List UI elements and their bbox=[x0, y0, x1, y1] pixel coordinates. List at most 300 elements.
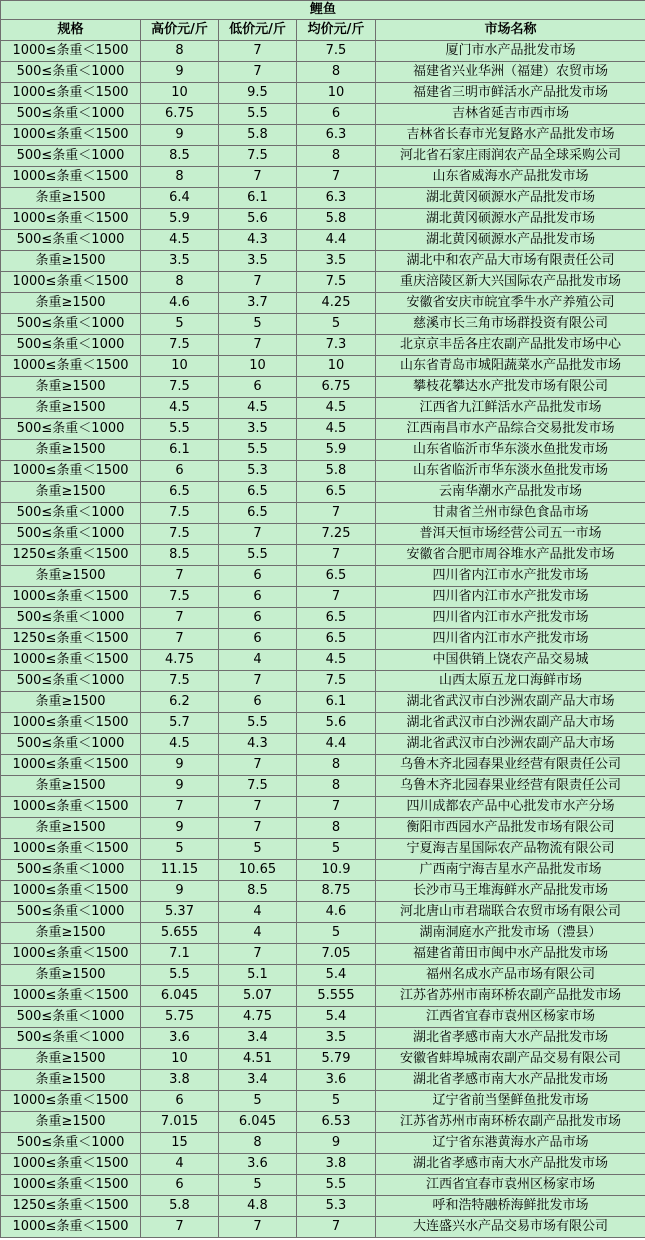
cell-spec: 500≤条重＜1000 bbox=[1, 503, 141, 524]
table-row bbox=[1, 692, 645, 713]
cell-spec: 条重≥1500 bbox=[1, 566, 141, 587]
cell-low-price: 5.6 bbox=[219, 209, 297, 230]
cell-high-price: 11.15 bbox=[141, 860, 219, 881]
table-row bbox=[1, 146, 645, 167]
cell-high-price: 5.7 bbox=[141, 713, 219, 734]
cell-low-price: 5 bbox=[219, 1175, 297, 1196]
table-row bbox=[1, 944, 645, 965]
cell-high-price: 6 bbox=[141, 461, 219, 482]
cell-spec: 500≤条重＜1000 bbox=[1, 230, 141, 251]
table-row bbox=[1, 839, 645, 860]
table-row bbox=[1, 314, 645, 335]
cell-avg-price: 6.5 bbox=[297, 482, 376, 503]
table-row bbox=[1, 608, 645, 629]
cell-high-price: 6.045 bbox=[141, 986, 219, 1007]
cell-market-name: 河北唐山市君瑞联合农贸市场有限公司 bbox=[376, 902, 645, 923]
cell-market-name: 湖北省武汉市白沙洲农副产品大市场 bbox=[376, 713, 645, 734]
cell-high-price: 5 bbox=[141, 314, 219, 335]
table-row bbox=[1, 482, 645, 503]
cell-avg-price: 6 bbox=[297, 104, 376, 125]
cell-high-price: 6.1 bbox=[141, 440, 219, 461]
cell-low-price: 5.07 bbox=[219, 986, 297, 1007]
table-title: 鲤鱼 bbox=[1, 1, 645, 20]
cell-low-price: 7 bbox=[219, 755, 297, 776]
table-row bbox=[1, 545, 645, 566]
header-spec: 规格 bbox=[1, 20, 141, 41]
cell-spec: 1250≤条重＜1500 bbox=[1, 1196, 141, 1217]
cell-avg-price: 7 bbox=[297, 167, 376, 188]
cell-low-price: 7 bbox=[219, 41, 297, 62]
cell-high-price: 9 bbox=[141, 818, 219, 839]
cell-spec: 1000≤条重＜1500 bbox=[1, 839, 141, 860]
cell-high-price: 4.5 bbox=[141, 230, 219, 251]
cell-market-name: 江苏省苏州市南环桥农副产品批发市场 bbox=[376, 1112, 645, 1133]
cell-market-name: 湖北黄冈硕源水产品批发市场 bbox=[376, 209, 645, 230]
cell-market-name: 中国供销上饶农产品交易城 bbox=[376, 650, 645, 671]
cell-high-price: 6.75 bbox=[141, 104, 219, 125]
cell-avg-price: 7.25 bbox=[297, 524, 376, 545]
cell-low-price: 5.1 bbox=[219, 965, 297, 986]
cell-avg-price: 3.5 bbox=[297, 251, 376, 272]
cell-spec: 1000≤条重＜1500 bbox=[1, 1217, 141, 1238]
cell-spec: 条重≥1500 bbox=[1, 482, 141, 503]
cell-high-price: 6 bbox=[141, 1091, 219, 1112]
cell-spec: 1000≤条重＜1500 bbox=[1, 881, 141, 902]
cell-spec: 1000≤条重＜1500 bbox=[1, 587, 141, 608]
cell-avg-price: 5.9 bbox=[297, 440, 376, 461]
table-row bbox=[1, 1070, 645, 1091]
cell-market-name: 四川成都农产品中心批发市水产分场 bbox=[376, 797, 645, 818]
cell-low-price: 3.6 bbox=[219, 1154, 297, 1175]
table-row bbox=[1, 335, 645, 356]
table-row bbox=[1, 671, 645, 692]
cell-avg-price: 7 bbox=[297, 503, 376, 524]
cell-high-price: 4.5 bbox=[141, 398, 219, 419]
table-row bbox=[1, 251, 645, 272]
cell-avg-price: 5.5 bbox=[297, 1175, 376, 1196]
cell-avg-price: 6.1 bbox=[297, 692, 376, 713]
table-row bbox=[1, 923, 645, 944]
cell-spec: 1000≤条重＜1500 bbox=[1, 167, 141, 188]
cell-high-price: 7.5 bbox=[141, 587, 219, 608]
cell-market-name: 甘肃省兰州市绿色食品市场 bbox=[376, 503, 645, 524]
cell-low-price: 4 bbox=[219, 923, 297, 944]
cell-market-name: 江西省宜春市袁州区杨家市场 bbox=[376, 1007, 645, 1028]
cell-low-price: 5.3 bbox=[219, 461, 297, 482]
cell-high-price: 9 bbox=[141, 776, 219, 797]
table-row bbox=[1, 1133, 645, 1154]
cell-market-name: 湖北黄冈硕源水产品批发市场 bbox=[376, 230, 645, 251]
cell-high-price: 4.5 bbox=[141, 734, 219, 755]
table-row bbox=[1, 1007, 645, 1028]
cell-market-name: 云南华潮水产品批发市场 bbox=[376, 482, 645, 503]
cell-high-price: 7 bbox=[141, 566, 219, 587]
cell-spec: 500≤条重＜1000 bbox=[1, 146, 141, 167]
cell-spec: 1000≤条重＜1500 bbox=[1, 461, 141, 482]
cell-avg-price: 7.5 bbox=[297, 41, 376, 62]
cell-high-price: 7.5 bbox=[141, 671, 219, 692]
cell-market-name: 湖北省孝感市南大水产品批发市场 bbox=[376, 1154, 645, 1175]
cell-high-price: 9 bbox=[141, 125, 219, 146]
cell-spec: 条重≥1500 bbox=[1, 692, 141, 713]
cell-high-price: 8 bbox=[141, 41, 219, 62]
cell-low-price: 4.8 bbox=[219, 1196, 297, 1217]
cell-spec: 1000≤条重＜1500 bbox=[1, 1091, 141, 1112]
cell-market-name: 辽宁省前当堡鲜鱼批发市场 bbox=[376, 1091, 645, 1112]
cell-high-price: 6.4 bbox=[141, 188, 219, 209]
cell-avg-price: 5 bbox=[297, 839, 376, 860]
cell-high-price: 5.37 bbox=[141, 902, 219, 923]
cell-market-name: 乌鲁木齐北园春果业经营有限责任公司 bbox=[376, 776, 645, 797]
cell-spec: 条重≥1500 bbox=[1, 377, 141, 398]
cell-spec: 1000≤条重＜1500 bbox=[1, 272, 141, 293]
cell-high-price: 6.5 bbox=[141, 482, 219, 503]
table-row bbox=[1, 797, 645, 818]
cell-high-price: 10 bbox=[141, 83, 219, 104]
table-row bbox=[1, 293, 645, 314]
cell-market-name: 四川省内江市水产批发市场 bbox=[376, 629, 645, 650]
table-row bbox=[1, 209, 645, 230]
cell-market-name: 山东省临沂市华东淡水鱼批发市场 bbox=[376, 461, 645, 482]
cell-high-price: 4.6 bbox=[141, 293, 219, 314]
cell-low-price: 6.5 bbox=[219, 482, 297, 503]
cell-avg-price: 7 bbox=[297, 587, 376, 608]
cell-high-price: 7 bbox=[141, 1217, 219, 1238]
table-row bbox=[1, 104, 645, 125]
cell-high-price: 8.5 bbox=[141, 146, 219, 167]
table-row bbox=[1, 167, 645, 188]
cell-spec: 1000≤条重＜1500 bbox=[1, 986, 141, 1007]
cell-avg-price: 7 bbox=[297, 797, 376, 818]
cell-market-name: 福建省三明市鲜活水产品批发市场 bbox=[376, 83, 645, 104]
cell-spec: 条重≥1500 bbox=[1, 251, 141, 272]
cell-market-name: 长沙市马王堆海鲜水产品批发市场 bbox=[376, 881, 645, 902]
cell-spec: 500≤条重＜1000 bbox=[1, 314, 141, 335]
cell-low-price: 6.5 bbox=[219, 503, 297, 524]
cell-market-name: 四川省内江市水产批发市场 bbox=[376, 566, 645, 587]
cell-high-price: 7.5 bbox=[141, 377, 219, 398]
cell-low-price: 7 bbox=[219, 62, 297, 83]
cell-market-name: 湖南洞庭水产批发市场（澧县） bbox=[376, 923, 645, 944]
table-row bbox=[1, 41, 645, 62]
cell-low-price: 7 bbox=[219, 524, 297, 545]
cell-avg-price: 7 bbox=[297, 545, 376, 566]
table-row bbox=[1, 62, 645, 83]
cell-avg-price: 5 bbox=[297, 923, 376, 944]
cell-spec: 500≤条重＜1000 bbox=[1, 335, 141, 356]
cell-avg-price: 7.05 bbox=[297, 944, 376, 965]
cell-avg-price: 5.555 bbox=[297, 986, 376, 1007]
cell-market-name: 北京京丰岳各庄农副产品批发市场中心 bbox=[376, 335, 645, 356]
cell-high-price: 10 bbox=[141, 1049, 219, 1070]
cell-avg-price: 4.5 bbox=[297, 650, 376, 671]
cell-avg-price: 5.8 bbox=[297, 209, 376, 230]
cell-avg-price: 7.5 bbox=[297, 272, 376, 293]
cell-avg-price: 4.6 bbox=[297, 902, 376, 923]
cell-market-name: 普洱天恒市场经营公司五一市场 bbox=[376, 524, 645, 545]
header-high-price: 高价元/斤 bbox=[141, 20, 219, 41]
cell-avg-price: 10 bbox=[297, 356, 376, 377]
cell-market-name: 大连盛兴水产品交易市场有限公司 bbox=[376, 1217, 645, 1238]
cell-market-name: 攀枝花攀达水产批发市场有限公司 bbox=[376, 377, 645, 398]
cell-market-name: 吉林省延吉市西市场 bbox=[376, 104, 645, 125]
table-row bbox=[1, 125, 645, 146]
cell-low-price: 7 bbox=[219, 167, 297, 188]
cell-market-name: 山东省青岛市城阳蔬菜水产品批发市场 bbox=[376, 356, 645, 377]
cell-spec: 条重≥1500 bbox=[1, 776, 141, 797]
cell-high-price: 6 bbox=[141, 1175, 219, 1196]
cell-low-price: 4.75 bbox=[219, 1007, 297, 1028]
cell-spec: 1250≤条重＜1500 bbox=[1, 629, 141, 650]
cell-low-price: 6 bbox=[219, 377, 297, 398]
cell-low-price: 3.7 bbox=[219, 293, 297, 314]
table-row bbox=[1, 356, 645, 377]
cell-spec: 条重≥1500 bbox=[1, 1112, 141, 1133]
cell-market-name: 江西省九江鲜活水产品批发市场 bbox=[376, 398, 645, 419]
table-row bbox=[1, 230, 645, 251]
table-row bbox=[1, 419, 645, 440]
cell-spec: 条重≥1500 bbox=[1, 440, 141, 461]
cell-avg-price: 6.75 bbox=[297, 377, 376, 398]
cell-avg-price: 6.5 bbox=[297, 566, 376, 587]
cell-high-price: 7.5 bbox=[141, 335, 219, 356]
cell-avg-price: 7 bbox=[297, 1217, 376, 1238]
cell-high-price: 4.75 bbox=[141, 650, 219, 671]
cell-spec: 500≤条重＜1000 bbox=[1, 419, 141, 440]
cell-high-price: 5.9 bbox=[141, 209, 219, 230]
cell-avg-price: 6.3 bbox=[297, 188, 376, 209]
cell-market-name: 湖北省孝感市南大水产品批发市场 bbox=[376, 1028, 645, 1049]
cell-avg-price: 7.3 bbox=[297, 335, 376, 356]
cell-market-name: 湖北中和农产品大市场有限责任公司 bbox=[376, 251, 645, 272]
cell-market-name: 山东省威海水产品批发市场 bbox=[376, 167, 645, 188]
table-header-row bbox=[1, 20, 645, 41]
cell-avg-price: 4.5 bbox=[297, 419, 376, 440]
cell-market-name: 衡阳市西园水产品批发市场有限公司 bbox=[376, 818, 645, 839]
cell-low-price: 6 bbox=[219, 587, 297, 608]
table-row bbox=[1, 1154, 645, 1175]
table-row bbox=[1, 734, 645, 755]
table-row bbox=[1, 398, 645, 419]
cell-market-name: 福建省莆田市闽中水产品批发市场 bbox=[376, 944, 645, 965]
cell-low-price: 6.045 bbox=[219, 1112, 297, 1133]
cell-spec: 500≤条重＜1000 bbox=[1, 104, 141, 125]
cell-market-name: 湖北省武汉市白沙洲农副产品大市场 bbox=[376, 734, 645, 755]
table-row bbox=[1, 83, 645, 104]
cell-avg-price: 6.5 bbox=[297, 629, 376, 650]
table-title-row bbox=[1, 1, 645, 20]
cell-spec: 1000≤条重＜1500 bbox=[1, 797, 141, 818]
cell-spec: 500≤条重＜1000 bbox=[1, 62, 141, 83]
cell-spec: 1000≤条重＜1500 bbox=[1, 650, 141, 671]
cell-market-name: 宁夏海吉星国际农产品物流有限公司 bbox=[376, 839, 645, 860]
cell-spec: 500≤条重＜1000 bbox=[1, 524, 141, 545]
cell-low-price: 5 bbox=[219, 839, 297, 860]
cell-spec: 500≤条重＜1000 bbox=[1, 1133, 141, 1154]
cell-avg-price: 10.9 bbox=[297, 860, 376, 881]
cell-low-price: 3.4 bbox=[219, 1028, 297, 1049]
cell-spec: 500≤条重＜1000 bbox=[1, 671, 141, 692]
cell-low-price: 7 bbox=[219, 335, 297, 356]
cell-high-price: 7.5 bbox=[141, 524, 219, 545]
cell-low-price: 5.5 bbox=[219, 440, 297, 461]
cell-avg-price: 6.5 bbox=[297, 608, 376, 629]
cell-market-name: 江西南昌市水产品综合交易批发市场 bbox=[376, 419, 645, 440]
cell-spec: 1000≤条重＜1500 bbox=[1, 41, 141, 62]
table-row bbox=[1, 1028, 645, 1049]
cell-market-name: 江西省宜春市袁州区杨家市场 bbox=[376, 1175, 645, 1196]
cell-avg-price: 7.5 bbox=[297, 671, 376, 692]
cell-spec: 1000≤条重＜1500 bbox=[1, 713, 141, 734]
cell-avg-price: 5.3 bbox=[297, 1196, 376, 1217]
table-row bbox=[1, 188, 645, 209]
table-row bbox=[1, 1196, 645, 1217]
cell-avg-price: 4.4 bbox=[297, 230, 376, 251]
cell-high-price: 4 bbox=[141, 1154, 219, 1175]
cell-avg-price: 5.79 bbox=[297, 1049, 376, 1070]
cell-high-price: 5 bbox=[141, 839, 219, 860]
cell-high-price: 7.5 bbox=[141, 503, 219, 524]
cell-market-name: 四川省内江市水产批发市场 bbox=[376, 608, 645, 629]
cell-market-name: 广西南宁海吉星水产品批发市场 bbox=[376, 860, 645, 881]
cell-low-price: 4.3 bbox=[219, 734, 297, 755]
cell-avg-price: 5.4 bbox=[297, 1007, 376, 1028]
table-row bbox=[1, 755, 645, 776]
cell-spec: 条重≥1500 bbox=[1, 1070, 141, 1091]
cell-low-price: 4.5 bbox=[219, 398, 297, 419]
cell-market-name: 厦门市水产品批发市场 bbox=[376, 41, 645, 62]
cell-spec: 500≤条重＜1000 bbox=[1, 1028, 141, 1049]
cell-spec: 500≤条重＜1000 bbox=[1, 1007, 141, 1028]
table-row bbox=[1, 713, 645, 734]
cell-low-price: 5.8 bbox=[219, 125, 297, 146]
cell-low-price: 6 bbox=[219, 629, 297, 650]
cell-high-price: 7 bbox=[141, 797, 219, 818]
cell-market-name: 福州名成水产品市场有限公司 bbox=[376, 965, 645, 986]
cell-spec: 1250≤条重＜1500 bbox=[1, 545, 141, 566]
cell-high-price: 3.8 bbox=[141, 1070, 219, 1091]
cell-low-price: 4 bbox=[219, 650, 297, 671]
cell-avg-price: 4.4 bbox=[297, 734, 376, 755]
cell-high-price: 8.5 bbox=[141, 545, 219, 566]
cell-high-price: 5.655 bbox=[141, 923, 219, 944]
cell-spec: 1000≤条重＜1500 bbox=[1, 755, 141, 776]
cell-high-price: 15 bbox=[141, 1133, 219, 1154]
cell-avg-price: 5 bbox=[297, 314, 376, 335]
cell-high-price: 5.5 bbox=[141, 965, 219, 986]
cell-avg-price: 5.4 bbox=[297, 965, 376, 986]
cell-high-price: 8 bbox=[141, 167, 219, 188]
table-row bbox=[1, 860, 645, 881]
cell-high-price: 5.75 bbox=[141, 1007, 219, 1028]
cell-low-price: 5.5 bbox=[219, 713, 297, 734]
cell-spec: 条重≥1500 bbox=[1, 818, 141, 839]
cell-avg-price: 5.6 bbox=[297, 713, 376, 734]
table-row bbox=[1, 461, 645, 482]
cell-spec: 500≤条重＜1000 bbox=[1, 734, 141, 755]
cell-avg-price: 3.5 bbox=[297, 1028, 376, 1049]
cell-spec: 1000≤条重＜1500 bbox=[1, 1175, 141, 1196]
table-row bbox=[1, 503, 645, 524]
cell-market-name: 呼和浩特融桥海鲜批发市场 bbox=[376, 1196, 645, 1217]
cell-spec: 1000≤条重＜1500 bbox=[1, 944, 141, 965]
cell-low-price: 6.1 bbox=[219, 188, 297, 209]
cell-low-price: 3.5 bbox=[219, 251, 297, 272]
cell-market-name: 安徽省安庆市皖宜季牛水产养殖公司 bbox=[376, 293, 645, 314]
cell-low-price: 3.4 bbox=[219, 1070, 297, 1091]
cell-spec: 条重≥1500 bbox=[1, 398, 141, 419]
cell-high-price: 9 bbox=[141, 62, 219, 83]
cell-avg-price: 6.3 bbox=[297, 125, 376, 146]
cell-avg-price: 8 bbox=[297, 818, 376, 839]
cell-low-price: 7 bbox=[219, 1217, 297, 1238]
cell-high-price: 5.8 bbox=[141, 1196, 219, 1217]
cell-spec: 条重≥1500 bbox=[1, 188, 141, 209]
table-row bbox=[1, 1091, 645, 1112]
cell-spec: 1000≤条重＜1500 bbox=[1, 125, 141, 146]
cell-avg-price: 4.5 bbox=[297, 398, 376, 419]
cell-low-price: 5 bbox=[219, 314, 297, 335]
cell-low-price: 5.5 bbox=[219, 104, 297, 125]
cell-avg-price: 8.75 bbox=[297, 881, 376, 902]
table-row bbox=[1, 1175, 645, 1196]
table-row bbox=[1, 1112, 645, 1133]
cell-market-name: 福建省兴业华洲（福建）农贸市场 bbox=[376, 62, 645, 83]
cell-avg-price: 8 bbox=[297, 62, 376, 83]
cell-high-price: 6.2 bbox=[141, 692, 219, 713]
cell-avg-price: 8 bbox=[297, 755, 376, 776]
cell-spec: 500≤条重＜1000 bbox=[1, 860, 141, 881]
cell-low-price: 10 bbox=[219, 356, 297, 377]
cell-avg-price: 8 bbox=[297, 146, 376, 167]
table-row bbox=[1, 1049, 645, 1070]
cell-spec: 条重≥1500 bbox=[1, 923, 141, 944]
cell-avg-price: 10 bbox=[297, 83, 376, 104]
cell-market-name: 重庆涪陵区新大兴国际农产品批发市场 bbox=[376, 272, 645, 293]
cell-avg-price: 9 bbox=[297, 1133, 376, 1154]
cell-high-price: 5.5 bbox=[141, 419, 219, 440]
cell-spec: 1000≤条重＜1500 bbox=[1, 1154, 141, 1175]
cell-market-name: 四川省内江市水产批发市场 bbox=[376, 587, 645, 608]
cell-low-price: 7 bbox=[219, 272, 297, 293]
cell-market-name: 辽宁省东港黄海水产品市场 bbox=[376, 1133, 645, 1154]
table-row bbox=[1, 272, 645, 293]
cell-low-price: 6 bbox=[219, 566, 297, 587]
cell-low-price: 9.5 bbox=[219, 83, 297, 104]
cell-low-price: 7 bbox=[219, 797, 297, 818]
cell-avg-price: 4.25 bbox=[297, 293, 376, 314]
cell-market-name: 河北省石家庄雨润农产品全球采购公司 bbox=[376, 146, 645, 167]
cell-low-price: 4.3 bbox=[219, 230, 297, 251]
cell-market-name: 湖北省孝感市南大水产品批发市场 bbox=[376, 1070, 645, 1091]
cell-spec: 500≤条重＜1000 bbox=[1, 608, 141, 629]
cell-low-price: 10.65 bbox=[219, 860, 297, 881]
table-row bbox=[1, 818, 645, 839]
cell-low-price: 7.5 bbox=[219, 776, 297, 797]
cell-avg-price: 6.53 bbox=[297, 1112, 376, 1133]
table-row bbox=[1, 776, 645, 797]
cell-low-price: 5.5 bbox=[219, 545, 297, 566]
table-row bbox=[1, 986, 645, 1007]
cell-market-name: 山西太原五龙口海鲜市场 bbox=[376, 671, 645, 692]
table-row bbox=[1, 965, 645, 986]
cell-high-price: 3.5 bbox=[141, 251, 219, 272]
cell-spec: 条重≥1500 bbox=[1, 965, 141, 986]
cell-avg-price: 8 bbox=[297, 776, 376, 797]
header-market-name: 市场名称 bbox=[376, 20, 645, 41]
cell-avg-price: 3.6 bbox=[297, 1070, 376, 1091]
cell-high-price: 9 bbox=[141, 755, 219, 776]
